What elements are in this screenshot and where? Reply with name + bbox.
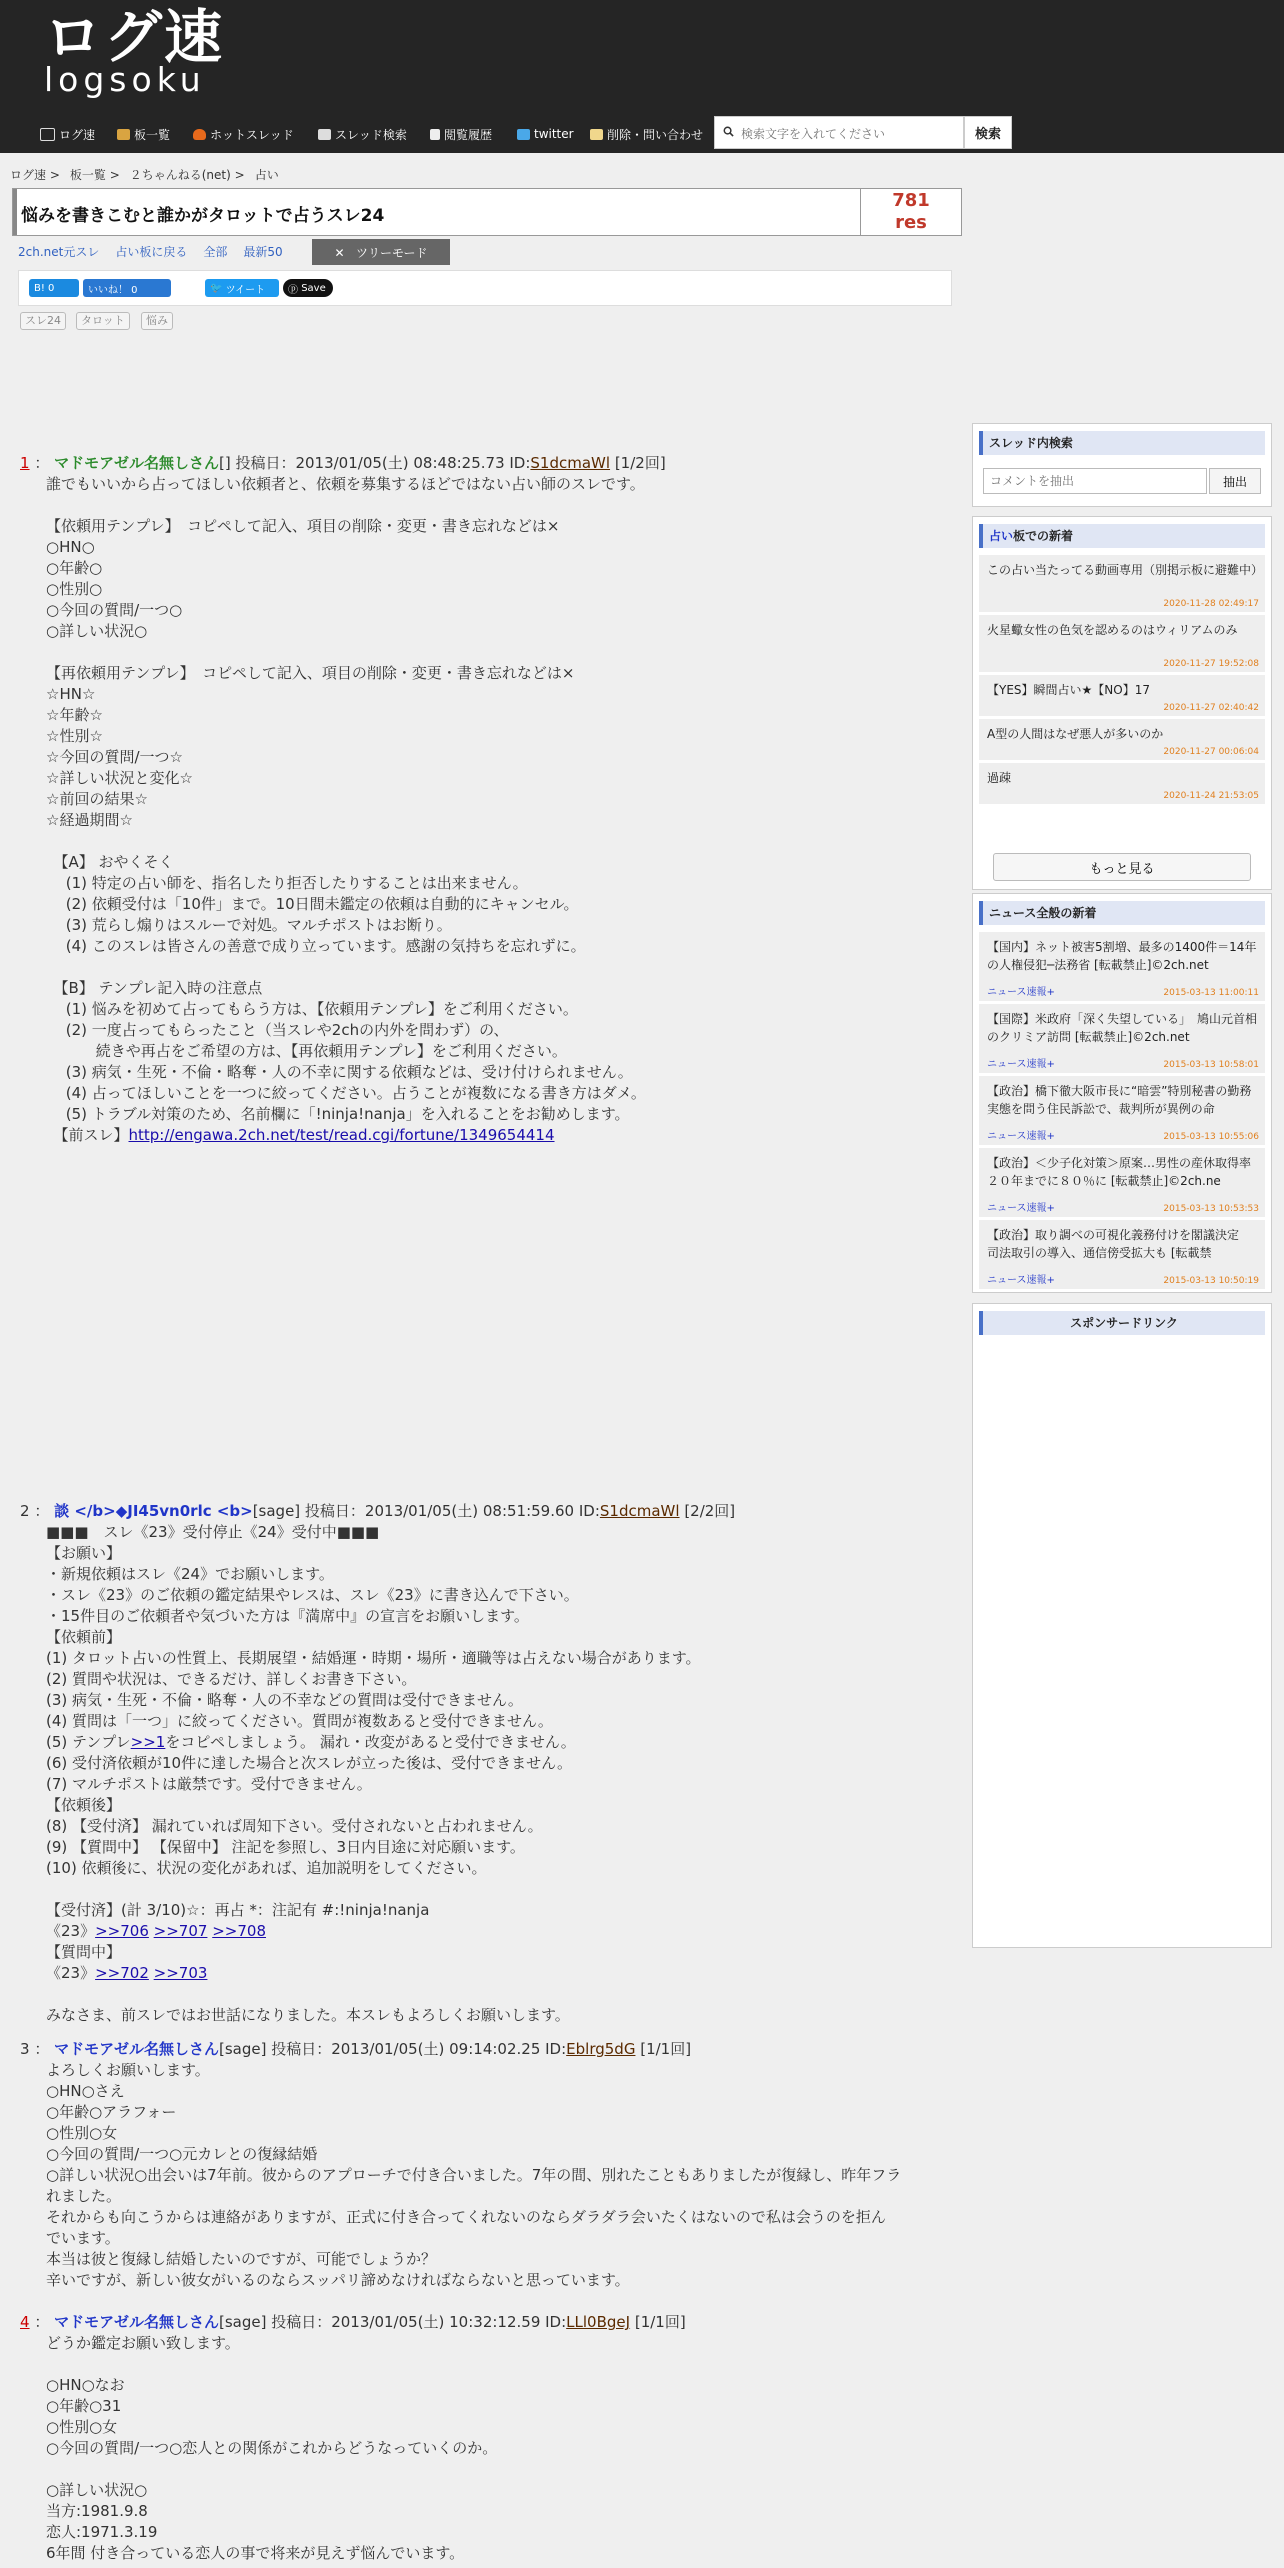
board-news-panel [972, 516, 1272, 890]
board-news-item-date: 2020-11-27 19:52:08 [1163, 659, 1259, 669]
post-separator: ： [34, 2313, 50, 2331]
post-meta: [] 投稿日：2013/01/05(土) 08:48:25.73 ID: [218, 454, 531, 472]
post-line: 【依頼前】 [46, 1628, 122, 1646]
post-count: [2/2回] [684, 1502, 736, 1520]
news-title: ニュース全般の新着 [979, 901, 1265, 925]
post-line: (10) 依頼後に、状況の変化があれば、追加説明をしてください。 [46, 1859, 487, 1877]
post-line: 本当は彼と復縁し結婚したいのですが、可能でしょうか？ [46, 2250, 437, 2268]
post-line: (4) このスレは皆さんの善意で成り立っています。感謝の気持ちを忘れずに。 [46, 937, 586, 955]
post-4 [20, 2312, 686, 2564]
post-prev-thread: 【前スレ】http://engawa.2ch.net/test/read.cgi/fortune/1349654414 [46, 1126, 555, 1144]
sponsor-title: スポンサードリンク [979, 1311, 1265, 1335]
post-line: (1) 悩みを初めて占ってもらう方は、【依頼用テンプレ】をご利用ください。 [46, 1000, 578, 1018]
link-latest-50[interactable]: 最新50 [243, 245, 283, 259]
poster-name: マドモアゼル名無しさん [54, 2313, 219, 2331]
post-separator: ： [34, 2040, 50, 2058]
post-line: (6) 受付済依頼が10件に達した場合と次スレが立った後は、受付できません。 [46, 1754, 573, 1772]
news-item[interactable] [979, 1220, 1265, 1290]
post-spacer [20, 1984, 735, 2005]
post-line: ○HN○さえ [46, 2082, 125, 2100]
thread-search-panel [972, 423, 1272, 507]
nav-item-history[interactable]: 閲覧履歴 [430, 124, 492, 144]
news-item[interactable] [979, 1076, 1265, 1146]
board-icon [117, 129, 130, 140]
more-button[interactable]: もっと見る [993, 853, 1251, 881]
post-line-5: (5) テンプレ>>1をコピペしましょう。 漏れ・改変があると受付できません。 [46, 1733, 576, 1751]
news-item-date: 2015-03-13 10:50:19 [1163, 1276, 1259, 1286]
nav-item-boards[interactable]: 板一覧 [117, 124, 170, 144]
post-line [46, 1879, 735, 1900]
nav-item-contact[interactable]: 削除・問い合わせ [590, 124, 703, 144]
post-line: 恋人:1971.3.19 [46, 2523, 158, 2541]
post-line: れました。 [46, 2187, 122, 2205]
post-line [46, 957, 666, 978]
nav-item-thread-search[interactable]: スレッド検索 [318, 124, 407, 144]
news-item-title: 【政治】取り調べの可視化義務付けを閣議決定 司法取引の導入、通信傍受拡大も [転載禁 [987, 1228, 1252, 1260]
news-item-date: 2015-03-13 10:58:01 [1163, 1060, 1259, 1070]
tree-mode-button[interactable]: ✕ ツリーモード [312, 239, 450, 265]
share-bar [18, 270, 952, 306]
res-count-value: 781 [892, 190, 930, 211]
post-line: (8) 【受付済】 漏れていれば周知下さい。受付されないと占われません。 [46, 1817, 543, 1835]
post-body [20, 474, 666, 1125]
prev-thread-link[interactable]: http://engawa.2ch.net/test/read.cgi/fortune/1349654414 [128, 1126, 555, 1144]
post-body [20, 1522, 735, 1732]
post-line: ☆年齢☆ [46, 706, 103, 724]
post-line: 【B】 テンプレ記入時の注意点 [46, 979, 263, 997]
board-news-item-date: 2020-11-28 02:49:17 [1163, 599, 1259, 609]
news-item-title: 【政治】＜少子化対策＞原案…男性の産休取得率２０年までに８０％に [転載禁止]©2ch.ne [987, 1156, 1252, 1188]
poster-name: 談 </b>◆JI45vn0rlc <b> [54, 1502, 253, 1520]
news-item-title: 【国内】ネット被害5割増、最多の1400件＝14年の人権侵犯─法務省 [転載禁止]©2ch.net [987, 940, 1257, 972]
post-line: ☆性別☆ [46, 727, 103, 745]
hatena-bookmark-button[interactable]: B! 0 [29, 279, 79, 297]
board-news-item-date: 2020-11-24 21:53:05 [1163, 791, 1259, 801]
twitter-icon: 🐦 [210, 282, 226, 294]
post-line: ○年齢○31 [46, 2397, 122, 2415]
board-news-item-title: 【YES】瞬間占い★【NO】17 [987, 683, 1150, 697]
logo[interactable]: ログ速 [44, 3, 225, 71]
news-item-source[interactable]: ニュース速報+ [987, 1131, 1055, 1142]
breadcrumb-boards[interactable]: 板一覧 > [69, 168, 120, 182]
search-icon [723, 126, 734, 137]
post-line: それからも向こうからは連絡がありますが、正式に付き合ってくれないのならダラダラ会いたくはないので私は会うのを拒ん [46, 2208, 886, 2226]
post-line: 【受付済】(計 3/10)☆：再占 *：注記有 #:!ninja!nanja [46, 1901, 430, 1919]
post-closing: みなさま、前スレではお世話になりました。本スレもよろしくお願いします。 [46, 2006, 570, 2024]
breadcrumb-board[interactable]: 占い [254, 168, 279, 182]
post-line: (1) タロット占いの性質上、長期展望・結婚運・時期・場所・適職等は占えない場合があります。 [46, 1649, 701, 1667]
news-item-source[interactable]: ニュース速報+ [987, 1059, 1055, 1070]
post-line: 【お願い】 [46, 1544, 122, 1562]
post-2 [20, 1501, 735, 2026]
nav-bar [0, 116, 1284, 153]
nav-item-home[interactable]: ログ速 [40, 124, 95, 144]
fire-icon [193, 129, 206, 140]
post-header [20, 453, 666, 474]
post-line: ☆前回の結果☆ [46, 790, 148, 808]
post-line [46, 2354, 686, 2375]
news-item-title: 【政治】橋下徹大阪市長に“暗雲”特別秘書の勤務実態を問う住民訴訟で、裁判所が異例の命 [987, 1084, 1252, 1116]
poster-name: マドモアゼル名無しさん [54, 2040, 219, 2058]
post-number[interactable]: 1 [20, 454, 30, 472]
post-line: 続きや再占をご希望の方は、【再依頼用テンプレ】をご利用ください。 [46, 1042, 567, 1060]
close-icon: ✕ [334, 245, 345, 260]
tag-thread24[interactable]: スレ24 [20, 312, 66, 330]
post-line [46, 642, 666, 663]
post-line: ○詳しい状況○ [46, 622, 148, 640]
post-meta: [sage] 投稿日：2013/01/05(土) 09:14:02.25 ID: [218, 2040, 567, 2058]
post-line: でいます。 [46, 2229, 120, 2247]
post-header [20, 1501, 735, 1522]
post-count: [1/2回] [614, 454, 666, 472]
news-item-date: 2015-03-13 10:55:06 [1163, 1132, 1259, 1142]
filter-button[interactable]: 抽出 [1209, 468, 1261, 494]
res-count-badge [860, 189, 961, 236]
post-meta: [sage] 投稿日：2013/01/05(土) 08:51:59.60 ID: [252, 1502, 600, 1520]
post-line: 当方:1981.9.8 [46, 2502, 148, 2520]
post-line: ☆詳しい状況と変化☆ [46, 769, 193, 787]
reply-link[interactable]: >>702 [95, 1964, 149, 1982]
board-news-item-title: 火星蠍女性の色気を認めるのはウィリアムのみ [987, 623, 1238, 637]
tag-tarot[interactable]: タロット [76, 312, 130, 330]
search-button[interactable]: 検索 [964, 116, 1012, 149]
poster-id[interactable]: LLl0BgeJ [566, 2313, 631, 2331]
breadcrumb-home[interactable]: ログ速 > [10, 168, 60, 182]
post-number[interactable]: 3 [20, 2040, 30, 2058]
reply-link[interactable]: >>708 [212, 1922, 266, 1940]
post-line: (3) 荒らし煽りはスルーで対処。マルチポストはお断り。 [46, 916, 452, 934]
tag-worries[interactable]: 悩み [141, 312, 173, 330]
post-line: 【依頼後】 [46, 1796, 122, 1814]
post-line: (4) 占ってほしいことを一つに絞ってください。占うことが複数になる書き方はダメ。 [46, 1084, 646, 1102]
poster-name: マドモアゼル名無しさん [54, 454, 219, 472]
post-line: ・スレ《23》のご依頼の鑑定結果やレスは、スレ《23》に書き込んで下さい。 [46, 1586, 579, 1604]
news-item[interactable] [979, 1148, 1265, 1218]
question-links: 《23》>>702 >>703 [46, 1964, 208, 1982]
board-news-item-title: この占い当たってる動画専用（別掲示板に避難中） [987, 563, 1264, 577]
search-doc-icon [318, 129, 331, 140]
reply-link[interactable]: >>707 [153, 1922, 208, 1940]
twitter-icon [517, 129, 530, 140]
post-line: ○HN○ [46, 538, 95, 556]
post-line: (2) 質問や状況は、できるだけ、詳しくお書き下さい。 [46, 1670, 417, 1688]
post-line: ○今回の質問/一つ○ [46, 601, 183, 619]
link-back-to-board[interactable]: 占い板に戻る [115, 245, 188, 259]
post-line: ・15件目のご依頼者や気づいた方は『満席中』の宣言をお願いします。 [46, 1607, 529, 1625]
news-item-source[interactable]: ニュース速報+ [987, 1275, 1055, 1286]
post-line: (9) 【質問中】 【保留中】 注記を参照し、3日内目途に対応願います。 [46, 1838, 525, 1856]
post-line: 【依頼用テンプレ】 コピペして記入、項目の削除・変更・書き忘れなどは× [46, 517, 560, 535]
breadcrumb-2ch[interactable]: ２ちゃんねる(net) > [129, 168, 245, 182]
post-line: よろしくお願いします。 [46, 2061, 210, 2079]
board-news-item[interactable] [979, 675, 1265, 717]
post-line: ☆今回の質問/一つ☆ [46, 748, 183, 766]
post-meta: [sage] 投稿日：2013/01/05(土) 10:32:12.59 ID: [218, 2313, 567, 2331]
accepted-links: 《23》>>706 >>707 >>708 [46, 1922, 266, 1940]
post-line: ○詳しい状況○ [46, 2481, 148, 2499]
post-line: 誰でもいいから占ってほしい依頼者と、依頼を募集するほどではない占い師のスレです。 [46, 475, 645, 493]
post-3 [20, 2039, 901, 2291]
question-label: 【質問中】 [46, 1943, 122, 1961]
board-news-item-date: 2020-11-27 02:40:42 [1163, 703, 1259, 713]
news-item-source[interactable]: ニュース速報+ [987, 987, 1055, 998]
news-item-title: 【国際】米政府「深く失望している」 鳩山元首相のクリミア訪問 [転載禁止]©2ch.net [987, 1012, 1258, 1044]
home-icon [40, 128, 55, 141]
news-panel [972, 893, 1272, 1293]
post-count: [1/1回] [640, 2040, 692, 2058]
post-header [20, 2312, 686, 2333]
poster-id[interactable]: Eblrg5dG [566, 2040, 636, 2058]
post-line: ○性別○女 [46, 2124, 118, 2142]
link-original-thread[interactable]: 2ch.net元スレ [18, 245, 100, 259]
board-news-item-title: 過疎 [987, 771, 1012, 785]
tweet-button[interactable]: 🐦 ツイート [205, 279, 279, 297]
post-number[interactable]: 4 [20, 2313, 30, 2331]
post-separator: ： [34, 454, 50, 472]
post-header [20, 2039, 901, 2060]
history-icon [430, 129, 440, 140]
poster-id[interactable]: S1dcmaWl [530, 454, 611, 472]
nav-item-twitter[interactable]: twitter [517, 124, 574, 144]
board-news-item-date: 2020-11-27 00:06:04 [1163, 747, 1259, 757]
post-line: (2) 一度占ってもらったこと（当スレや2chの内外を問わず）の、 [46, 1021, 509, 1039]
thread-search-title: スレッド内検索 [979, 431, 1265, 455]
post-line: (5) トラブル対策のため、名前欄に「!ninja!nanja」を入れることをお勧めします。 [46, 1105, 630, 1123]
news-item-date: 2015-03-13 10:53:53 [1163, 1204, 1259, 1214]
post-line: (4) 質問は「一つ」に絞ってください。質問が複数あると受付できません。 [46, 1712, 553, 1730]
post-line: ○年齢○ [46, 559, 103, 577]
post-body [20, 2060, 901, 2291]
board-news-item[interactable] [979, 555, 1265, 613]
board-news-item[interactable] [979, 615, 1265, 673]
news-item[interactable] [979, 932, 1265, 1002]
news-item-source[interactable]: ニュース速報+ [987, 1203, 1055, 1214]
breadcrumb [10, 166, 289, 183]
pinterest-icon: ⓟ [288, 284, 302, 296]
post-line [46, 831, 666, 852]
post-count: [1/1回] [634, 2313, 686, 2331]
board-news-item-title: A型の人間はなぜ悪人が多いのか [987, 727, 1164, 741]
post-line: 6年間 付き合っている恋人の事で将来が見えず悩んでいます。 [46, 2544, 465, 2562]
post-line: ○今回の質問/一つ○元カレとの復縁結婚 [46, 2145, 318, 2163]
post-line: (2) 依頼受付は「10件」まで。10日間未鑑定の依頼は自動的にキャンセル。 [46, 895, 579, 913]
post-line: ○詳しい状況○出会いは7年前。彼からのアプローチで付き合いました。7年の間、別れたこともありましたが復縁し、昨年フラ [46, 2166, 902, 2184]
post-line [46, 2459, 686, 2480]
post-body [20, 2333, 686, 2564]
reply-link[interactable]: >>1 [130, 1733, 166, 1751]
thread-links [18, 243, 283, 260]
link-all-posts[interactable]: 全部 [203, 245, 228, 259]
pinterest-save-button[interactable]: ⓟ Save [283, 279, 333, 297]
post-line: ・新規依頼はスレ《24》でお願いします。 [46, 1565, 334, 1583]
poster-id[interactable]: S1dcmaWl [599, 1502, 680, 1520]
post-line: ■■■ スレ《23》受付停止《24》受付中■■■ [46, 1523, 380, 1541]
mail-icon [590, 129, 603, 140]
news-item-date: 2015-03-13 11:00:11 [1163, 988, 1259, 998]
site-search [714, 116, 964, 149]
post-line: ☆HN☆ [46, 685, 96, 703]
board-news-title: 占い板での新着 [979, 524, 1265, 548]
post-line: 【再依頼用テンプレ】 コピペして記入、項目の削除・変更・書き忘れなどは× [46, 664, 575, 682]
post-line: (3) 病気・生死・不倫・略奪・人の不幸などの質問は受付できません。 [46, 1691, 523, 1709]
post-line: ○性別○女 [46, 2418, 118, 2436]
post-number[interactable]: 2 [20, 1502, 30, 1520]
post-line: ○今回の質問/一つ○恋人との関係がこれからどうなっていくのか。 [46, 2439, 498, 2457]
reply-link[interactable]: >>706 [95, 1922, 149, 1940]
post-line: (7) マルチポストは厳禁です。受付できません。 [46, 1775, 372, 1793]
post-line: ○性別○ [46, 580, 103, 598]
comment-filter-input[interactable] [983, 468, 1207, 494]
board-news-item[interactable] [979, 763, 1265, 805]
thread-header [12, 188, 962, 236]
post-line: ○HN○なお [46, 2376, 125, 2394]
post-line: ○年齢○アラフォー [46, 2103, 177, 2121]
post-1 [20, 453, 666, 1146]
logo-subtitle[interactable]: logsoku [44, 60, 206, 99]
post-line: ☆経過期間☆ [46, 811, 133, 829]
post-body-continued [20, 1753, 735, 1921]
post-line: 【A】 おやくそく [46, 853, 174, 871]
post-line: 辛いですが、新しい彼女がいるのならスッパリ諦めなければならないと思っています。 [46, 2271, 630, 2289]
post-line: どうか鑑定お願い致します。 [46, 2334, 240, 2352]
board-news-item[interactable] [979, 719, 1265, 761]
facebook-like-button[interactable]: いいね！ 0 [83, 279, 171, 297]
reply-link[interactable]: >>703 [153, 1964, 208, 1982]
res-count-label: res [895, 212, 927, 233]
site-header [0, 0, 1284, 153]
post-line [46, 495, 666, 516]
post-separator: ： [34, 1502, 50, 1520]
sponsor-panel [972, 1303, 1272, 1948]
page-title: 悩みを書きこむと誰かがタロットで占うスレ24 [21, 206, 385, 226]
post-line: (1) 特定の占い師を、指名したり拒否したりすることは出来ません。 [46, 874, 528, 892]
news-item[interactable] [979, 1004, 1265, 1074]
search-input[interactable] [739, 117, 963, 150]
board-link[interactable]: 占い [989, 529, 1014, 543]
nav-item-hot[interactable]: ホットスレッド [193, 124, 294, 144]
post-line: (3) 病気・生死・不倫・略奪・人の不幸に関する依頼などは、受け付けられません。 [46, 1063, 633, 1081]
